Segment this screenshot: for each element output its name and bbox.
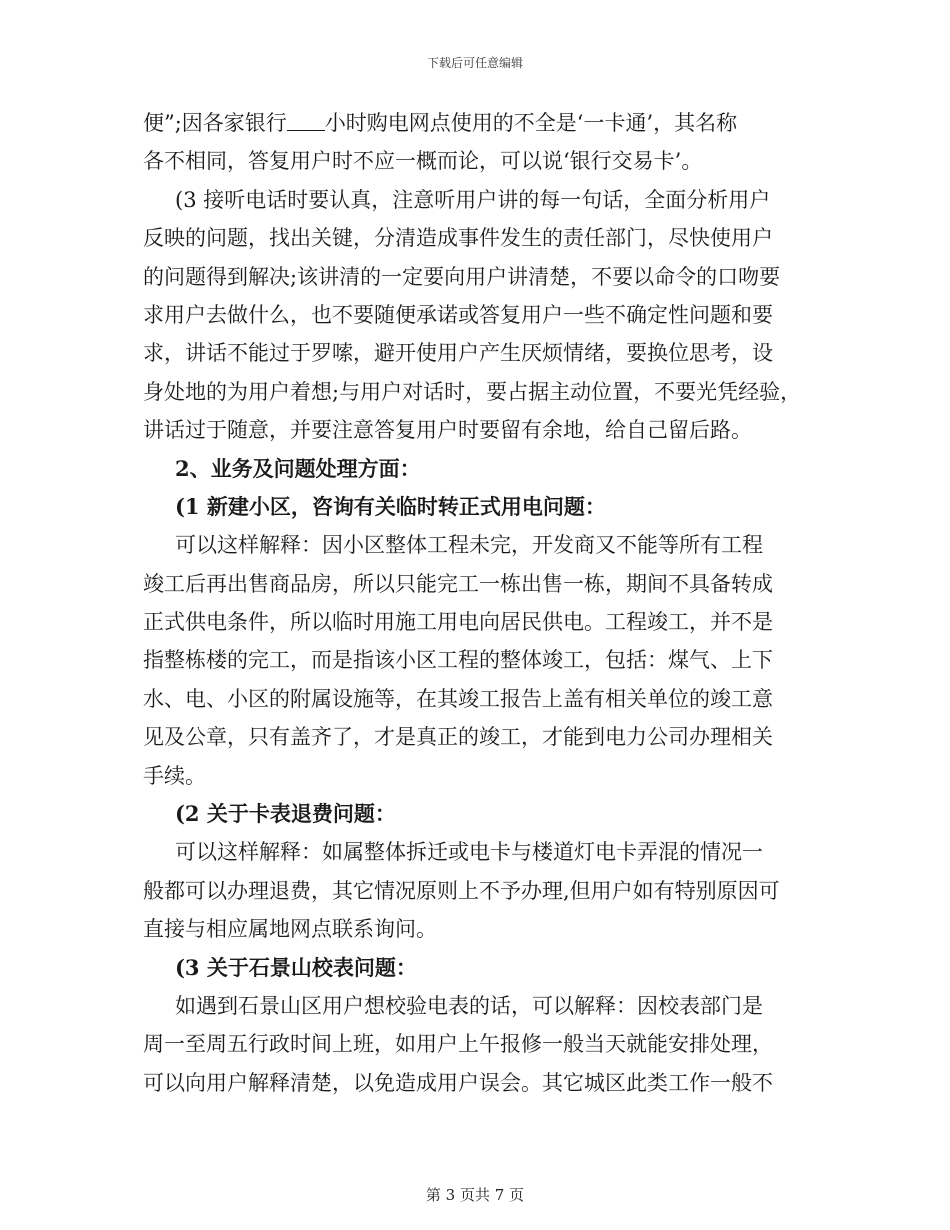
paragraph-line: 求用户去做什么，也不要随便承诺或答复用户一些不确定性问题和要 <box>143 302 773 327</box>
section-heading: 2、业务及问题处理方面： <box>175 455 421 481</box>
fill-in-blank <box>287 110 325 131</box>
paragraph-line: 讲话过于随意，并要注意答复用户时要留有余地，给自己留后路。 <box>143 418 752 443</box>
subsection-heading: (1 新建小区，咨询有关临时转正式用电问题： <box>175 493 606 519</box>
paragraph-line: 身处地的为用户着想;与用户对话时，要占据主动位置，不要光凭经验， <box>143 379 802 404</box>
paragraph-line: 如遇到石景山区用户想校验电表的话，可以解释：因校表部门是 <box>175 993 763 1018</box>
paragraph-line <box>143 104 823 142</box>
paragraph-line: 水、电、小区的附属设施等，在其竣工报告上盖有相关单位的竣工意 <box>143 686 773 711</box>
paragraph-line: 可以向用户解释清楚，以免造成用户误会。其它城区此类工作一般不 <box>143 1070 773 1095</box>
subsection-heading: (3 关于石景山校表问题： <box>175 954 417 980</box>
paragraph-line: 周一至周五行政时间上班，如用户上午报修一般当天就能安排处理， <box>143 1032 773 1057</box>
paragraph-line: 手续。 <box>143 763 206 788</box>
paragraph-line: 求，讲话不能过于罗嗦，避开使用户产生厌烦情绪，要换位思考，设 <box>143 341 773 366</box>
paragraph-line: 竣工后再出售商品房，所以只能完工一栋出售一栋，期间不具备转成 <box>143 571 773 596</box>
subsection-heading: (2 关于卡表退费问题： <box>175 801 396 827</box>
paragraph-line: (3 接听电话时要认真，注意听用户讲的每一句话，全面分析用户 <box>175 187 771 212</box>
paragraph-line: 直接与相应属地网点联系询问。 <box>143 917 437 942</box>
paragraph-line: 指整栋楼的完工，而是指该小区工程的整体竣工，包括：煤气、上下 <box>143 648 773 673</box>
page-footer: 第 3 页共 7 页 <box>425 1186 525 1204</box>
paragraph-line: 可以这样解释：因小区整体工程未完，开发商又不能等所有工程 <box>175 533 763 558</box>
line-text-before-blank: 便”;因各家银行 <box>143 111 287 135</box>
paragraph-line: 可以这样解释：如属整体拆迁或电卡与楼道灯电卡弄混的情况一 <box>175 840 763 865</box>
paragraph-line: 反映的问题，找出关键，分清造成事件发生的责任部门，尽快使用户 <box>143 226 773 251</box>
line-text-after-blank: 小时购电网点使用的不全是‘一卡通’，其名称 <box>324 111 738 135</box>
document-body <box>143 104 823 1102</box>
paragraph-line: 正式供电条件，所以临时用施工用电向居民供电。工程竣工，并不是 <box>143 610 773 635</box>
paragraph-line: 的问题得到解决;该讲清的一定要向用户讲清楚，不要以命令的口吻要 <box>143 264 781 289</box>
paragraph-line: 见及公章，只有盖齐了，才是真正的竣工，才能到电力公司办理相关 <box>143 725 773 750</box>
paragraph-line: 般都可以办理退费，其它情况原则上不予办理,但用户如有特别原因可 <box>143 878 780 903</box>
paragraph-line: 各不相同，答复用户时不应一概而论，可以说‘银行交易卡’。 <box>143 149 703 174</box>
page-header: 下载后可任意编辑 <box>426 56 523 70</box>
